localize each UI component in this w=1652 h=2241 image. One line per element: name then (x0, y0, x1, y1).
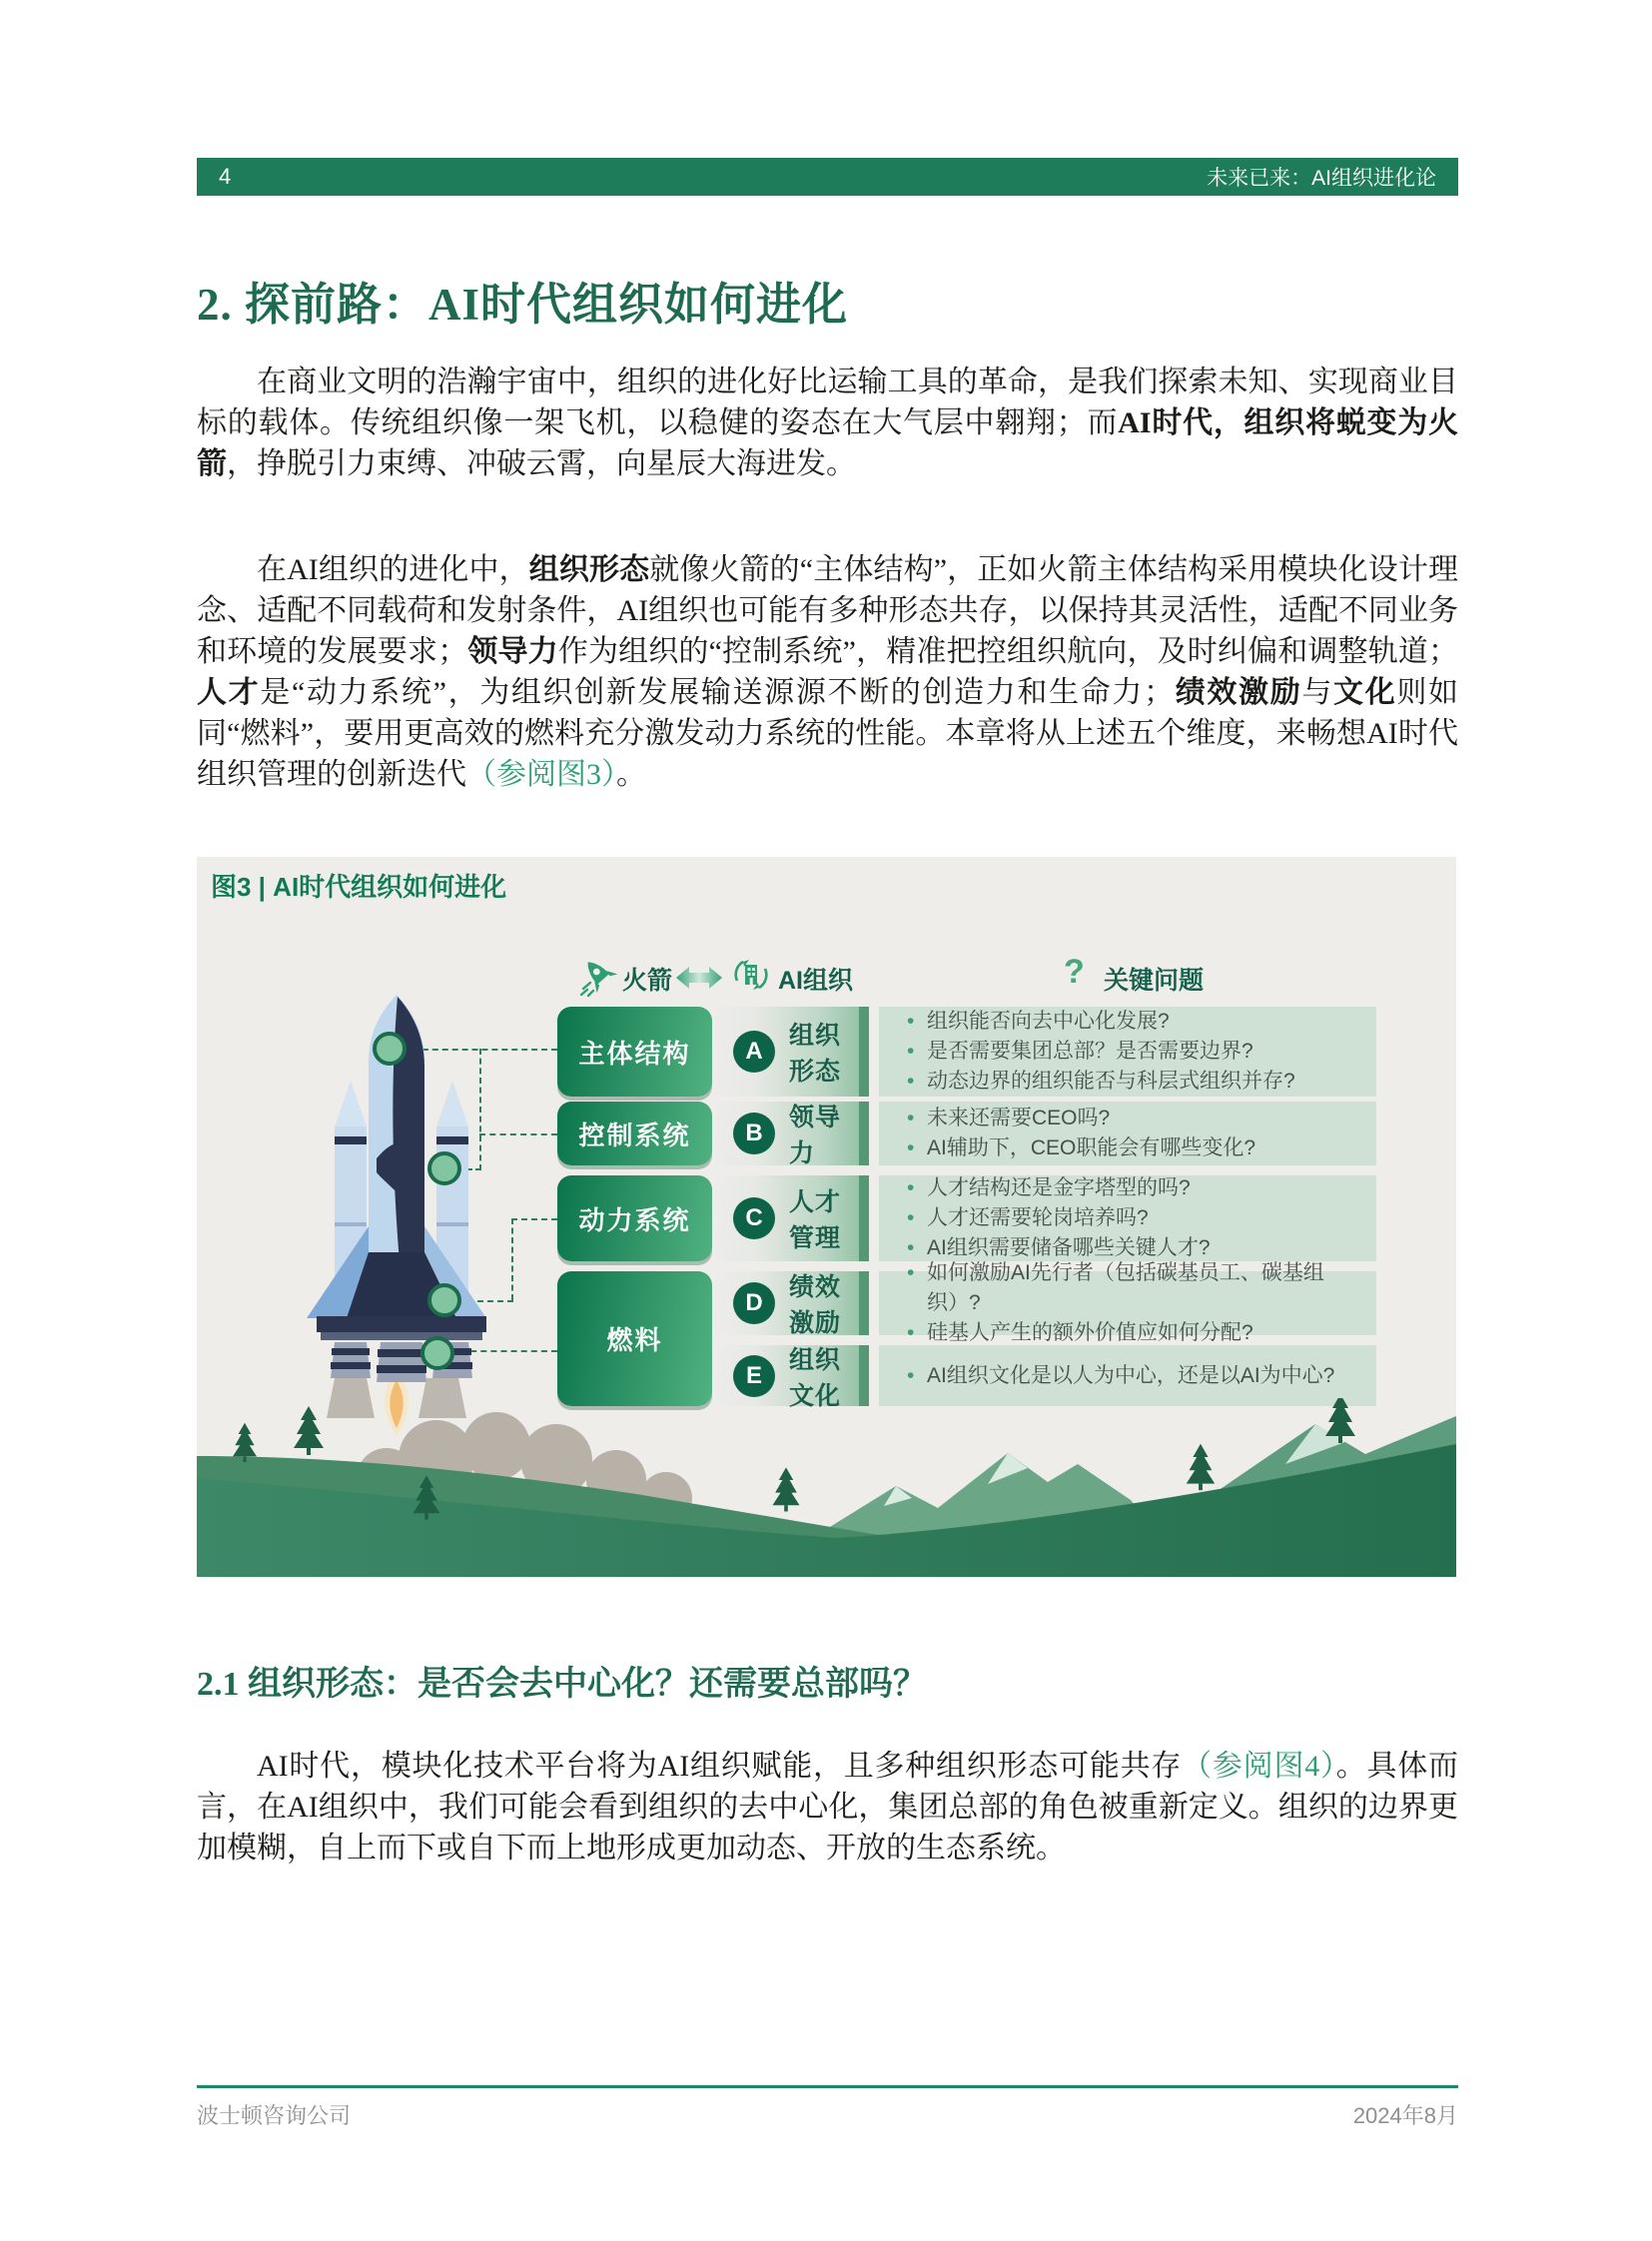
footer-company: 波士顿咨询公司 (197, 2103, 352, 2128)
dimension-label: 人才管理 (789, 1188, 842, 1252)
letter-badge: D (733, 1282, 775, 1324)
system-box-power: 动力系统 (557, 1175, 712, 1261)
footer-date: 2024年8月 (1352, 2103, 1458, 2128)
page-number: 4 (219, 164, 232, 189)
legend-questions-label: 关键问题 (1104, 967, 1205, 995)
bullet-item: • AI组织文化是以人为中心，还是以AI为中心? (905, 1361, 1366, 1391)
dimension-label: 领导力 (789, 1104, 842, 1167)
letter-badge: E (733, 1355, 775, 1397)
dimension-label: 组织文化 (789, 1345, 842, 1410)
dimension-label: 组织形态 (789, 1022, 842, 1086)
section-heading: 2. 探前路：AI时代组织如何进化 (197, 280, 849, 330)
dimension-cell (715, 1102, 869, 1165)
bullet-item: • 硅基人产生的额外价值应如何分配? (905, 1318, 1366, 1348)
subsection-heading: 2.1 组织形态：是否会去中心化？还需要总部吗？ (197, 1666, 927, 1703)
legend-org-label: AI组织 (778, 967, 854, 995)
page-footer (197, 2099, 1458, 2130)
rocket-illustration (277, 987, 526, 1436)
bullet-item: • 人才还需要轮岗培养吗? (905, 1203, 1366, 1233)
bullet-item: • 动态边界的组织能否与科层式组织并存? (905, 1067, 1366, 1097)
questions-cell (879, 1261, 1376, 1344)
questions-cell (879, 1175, 1376, 1261)
dimension-cell (715, 1345, 869, 1410)
bullet-item: • 如何激励AI先行者（包括碳基员工、碳基组织）? (905, 1258, 1366, 1318)
rocket-icon (579, 955, 619, 999)
footer-rule (197, 2085, 1458, 2088)
bullet-item: • AI辅助下，CEO职能会有哪些变化? (905, 1133, 1366, 1163)
paragraph: 在商业文明的浩瀚宇宙中，组织的进化好比运输工具的革命，是我们探索未知、实现商业目标的载体。传统组织像一架飞机，以稳健的姿态在大气层中翱翔；而AI时代，组织将蜕变为火箭，挣脱引力束缚、冲破云霄，向星辰大海进发。 (197, 366, 1459, 480)
bullet-item: • 人才结构还是金字塔型的吗? (905, 1173, 1366, 1203)
paragraph: AI时代，模块化技术平台将为AI组织赋能，且多种组织形态可能共存（参阅图4）。具体而言，在AI组织中，我们可能会看到组织的去中心化，集团总部的角色被重新定义。组织的边界更加模糊，自上而下或自下而上地形成更加动态、开放的生态系统。 (197, 1750, 1459, 1865)
questions-cell (879, 1345, 1376, 1406)
questions-cell (879, 1102, 1376, 1165)
bullet-item: • 未来还需要CEO吗? (905, 1104, 1366, 1133)
legend-rocket-label: 火箭 (622, 967, 673, 995)
org-cycle-icon (730, 953, 772, 997)
dimension-label: 绩效激励 (789, 1273, 842, 1337)
bullet-item: • AI组织需要储备哪些关键人才? (905, 1233, 1366, 1263)
figure-title: 图3 | AI时代组织如何进化 (211, 872, 507, 902)
question-mark-icon: ? (1064, 953, 1085, 991)
bullet-item: • 组织能否向去中心化发展? (905, 1007, 1366, 1037)
letter-badge: A (733, 1031, 775, 1073)
double-arrow-icon (674, 965, 724, 991)
questions-cell (879, 1007, 1376, 1097)
system-box-fuel: 燃料 (557, 1271, 712, 1406)
system-box-body: 主体结构 (557, 1007, 712, 1097)
dimension-cell (715, 1175, 869, 1261)
figure-panel (197, 857, 1456, 1577)
letter-badge: C (733, 1197, 775, 1239)
dimension-cell (715, 1271, 869, 1335)
letter-badge: B (733, 1113, 775, 1154)
paragraph: 在AI组织的进化中，组织形态就像火箭的“主体结构”，正如火箭主体结构采用模块化设计理念、适配不同载荷和发射条件，AI组织也可能有多种形态共存，以保持其灵活性，适配不同业务和环境的发展要求；领导力作为组织的“控制系统”，精准把控组织航向，及时纠偏和调整轨道；人才是“动力系统”，为组织创新发展输送源源不断的创造力和生命力；绩效激励与文化则如同“燃料”，要用更高效的燃料充分激发动力系统的性能。本章将从上述五个维度，来畅想AI时代组织管理的创新迭代（参阅图3）。 (197, 553, 1459, 791)
bullet-item: • 是否需要集团总部？是否需要边界? (905, 1037, 1366, 1067)
header-title: 未来已来：AI组织进化论 (1207, 167, 1436, 190)
dimension-cell (715, 1007, 869, 1097)
system-box-control: 控制系统 (557, 1102, 712, 1165)
page-header-bar (197, 158, 1458, 196)
